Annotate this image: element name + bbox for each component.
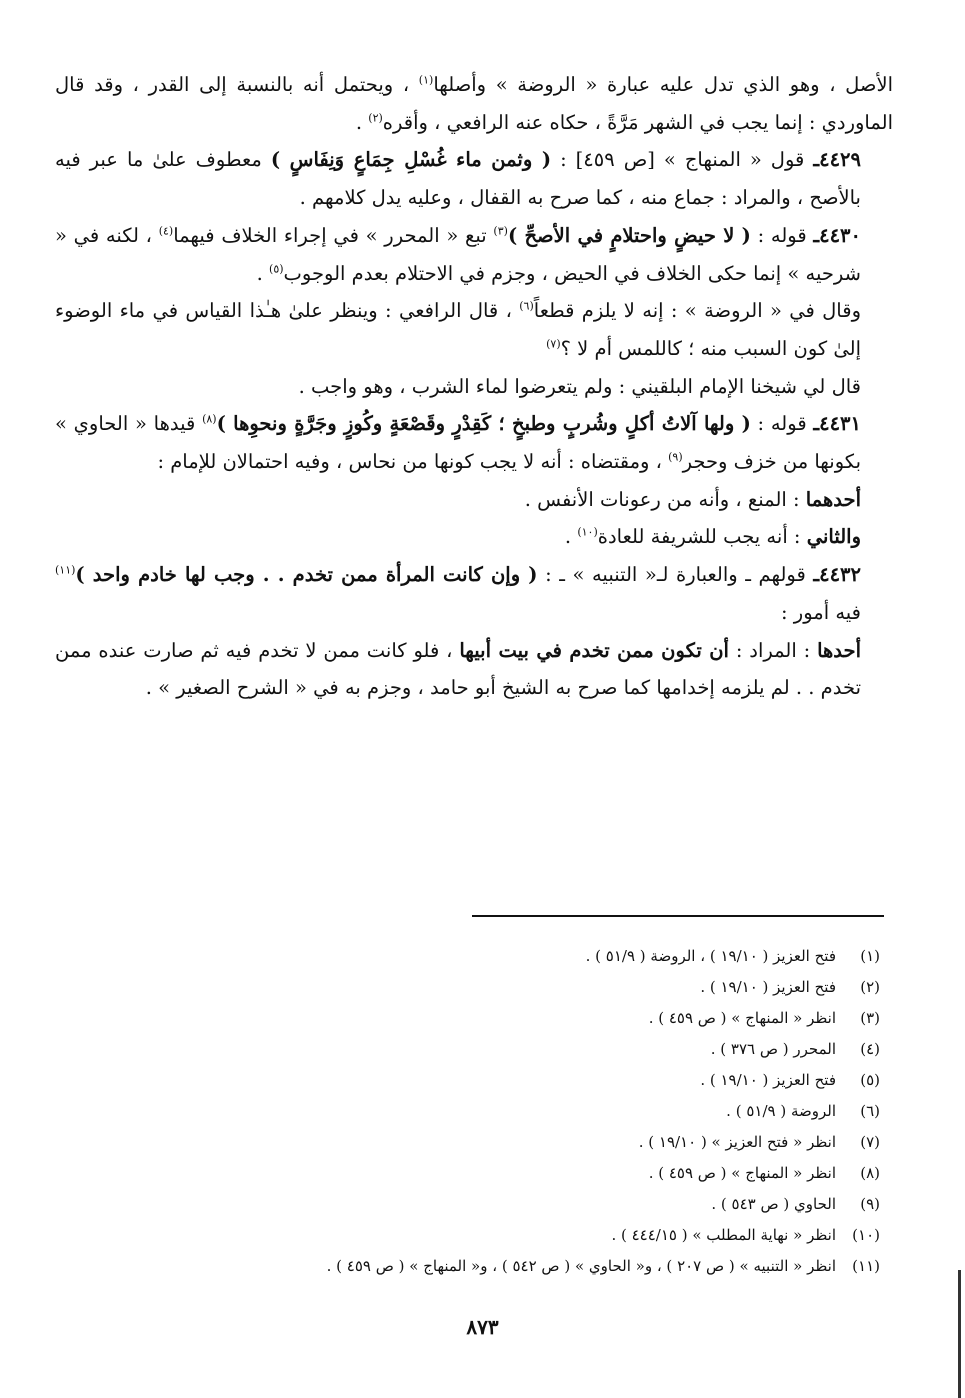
quoted-text: ( وثمن ماء غُسْلِ جِمَاعٍ وَنِفَاسٍ ) xyxy=(270,148,552,172)
footnote-item xyxy=(90,1034,880,1065)
footnote-item xyxy=(90,1251,880,1282)
option-second xyxy=(55,518,893,556)
text-run: . xyxy=(355,110,369,134)
text-run: قولهم ـ والعبارة لـ« التنبيه » ـ : xyxy=(537,563,814,587)
quoted-text: ( وإن كانت المرأة ممن تخدم . . وجب لها خادم واحد ) xyxy=(75,563,538,587)
footnote-number: (١١) xyxy=(852,1257,880,1275)
footnote-item xyxy=(90,1158,880,1189)
footnote-text: الروضة ( ٥١/٩ ) . xyxy=(726,1102,836,1120)
quoted-text: ( ولها آلاتُ أكلٍ وشُربٍ وطبخٍ ؛ كَقِدْرٍ وقَصْعَةٍ وكُوزٍ وجَرَّةٍ ونحوِها ) xyxy=(216,412,751,436)
text-run: الأصل ، وهو الذي تدل عليه عبارة « الروضة » وأصلها xyxy=(433,73,893,96)
footnote-ref[interactable]: (٩) xyxy=(668,450,683,464)
paragraph-continuation xyxy=(55,66,893,141)
footnote-ref[interactable]: (٨) xyxy=(202,412,217,426)
footnote-ref[interactable]: (١٠) xyxy=(577,525,598,539)
footnote-ref[interactable]: (١) xyxy=(418,73,434,87)
paragraph-bulqini: قال لي شيخنا الإمام البلقيني : ولم يتعرضوا لماء الشرب ، وهو واجب . xyxy=(298,374,861,398)
footnote-number: (٤) xyxy=(860,1040,880,1058)
footnote-ref[interactable]: (٧) xyxy=(546,337,561,351)
footnote-number: (١) xyxy=(860,947,880,965)
footnote-number: (٦) xyxy=(860,1102,880,1120)
text-run: قول « المنهاج » [ص ٤٥٩] : xyxy=(551,148,814,172)
text-run: ، فلو كانت ممن لا تخدم فيه ثم صارت عنده ممن تخدم . . لم يلزمه إخدامها كما صرح به الشيخ أبو حامد ، وجزم به في « الشرح الصغير » . xyxy=(55,638,861,700)
text-run: ، ويحتمل أنه بالنسبة إلى القدر ، وقد قال الماوردي : إنما يجب في الشهر مَرَّةً ، حكاه عنه الرافعي ، وأقره xyxy=(55,73,893,134)
footnote-ref[interactable]: (٢) xyxy=(368,111,383,125)
text-run: . xyxy=(564,525,578,549)
issue-number: ٤٤٢٩ـ xyxy=(813,148,861,172)
text-run: ، لكنه في « شرحيه » إنما حكى الخلاف في الحيض ، وجزم في الاحتلام بعدم الوجوب xyxy=(55,223,861,285)
footnote-item xyxy=(90,941,880,972)
footnote-number: (١٠) xyxy=(852,1226,880,1244)
text-run: : أنه يجب للشريفة للعادة xyxy=(597,525,807,549)
text-run: : المراد : xyxy=(728,638,818,662)
footnote-ref[interactable]: (١١) xyxy=(55,563,76,577)
text-run: . xyxy=(256,261,270,285)
issue-4432 xyxy=(55,556,893,631)
footnote-item xyxy=(90,1127,880,1158)
footnote-text: انظر « التنبيه » ( ص ٢٠٧ ) ، و« الحاوي » ( ص ٥٤٢ ) ، و« المنهاج » ( ص ٤٥٩ ) . xyxy=(326,1257,836,1275)
footnote-number: (٢) xyxy=(860,978,880,996)
footnote-item xyxy=(90,1096,880,1127)
text-run: وقال في « الروضة » : إنه لا يلزم قطعاً xyxy=(533,299,861,323)
footnote-text: انظر « فتح العزيز » ( ١٩/١٠ ) . xyxy=(638,1133,836,1151)
text-run: ، قال الرافعي : وينظر علىٰ هـٰذا القياس في ماء الوضوء إلىٰ كون السبب منه ؛ كاللمس أم لا ؟ xyxy=(55,299,861,360)
option-lead: والثاني xyxy=(806,525,861,549)
issue-number: ٤٤٣٠ـ xyxy=(813,223,861,247)
text-run: قيدها « الحاوي » بكونها من خزف وحجر xyxy=(55,412,861,474)
text-run: قوله : xyxy=(750,223,814,247)
option-lead: أحدها xyxy=(817,638,861,662)
footnote-text: انظر « المنهاج » ( ص ٤٥٩ ) . xyxy=(648,1164,836,1182)
footnote-text: انظر « نهاية المطلب » ( ٤٤٤/١٥ ) . xyxy=(611,1226,836,1244)
footnote-number: (٣) xyxy=(860,1009,880,1027)
issue-number: ٤٤٣٢ـ xyxy=(813,563,862,587)
issue-4429 xyxy=(55,141,893,216)
footnote-item xyxy=(90,1003,880,1034)
issue-number: ٤٤٣١ـ xyxy=(813,412,861,436)
footnote-number: (٥) xyxy=(860,1071,880,1089)
issue-4431 xyxy=(55,405,893,480)
text-run: قوله : xyxy=(750,412,814,436)
footnote-text: المحرر ( ص ٣٧٦ ) . xyxy=(710,1040,836,1058)
text-run: فيه أمور : xyxy=(781,600,861,624)
footnote-number: (٧) xyxy=(860,1133,880,1151)
footnote-text: فتح العزيز ( ١٩/١٠ ) ، الروضة ( ٥١/٩ ) . xyxy=(585,947,836,965)
option-lead: أحدهما xyxy=(805,487,861,511)
footnote-item xyxy=(90,1065,880,1096)
emphasis-text: أن تكون ممن تخدم في بيت أبيها xyxy=(459,638,729,662)
matter-first xyxy=(55,632,893,707)
text-run: تبع « المحرر » في إجراء الخلاف فيهما xyxy=(173,223,494,247)
option-first xyxy=(55,481,893,519)
footnote-ref[interactable]: (٣) xyxy=(493,224,508,238)
quoted-text: ( لا حيضٍ واحتلامٍ في الأصحِّ ) xyxy=(507,223,751,247)
footnote-item xyxy=(90,972,880,1003)
issue-4430 xyxy=(55,217,893,292)
footnote-ref[interactable]: (٤) xyxy=(158,224,174,238)
page-edge-shadow xyxy=(958,1270,961,1398)
text-run: ، ومقتضاه : أنه لا يجب كونها من نحاس ، وفيه احتمالان للإمام : xyxy=(157,450,669,474)
footnote-text: الحاوي ( ص ٥٤٣ ) . xyxy=(711,1195,836,1213)
page-number: ٨٧٣ xyxy=(466,1315,499,1339)
footnotes xyxy=(90,941,880,1282)
footnote-item xyxy=(90,1220,880,1251)
footnote-text: انظر « المنهاج » ( ص ٤٥٩ ) . xyxy=(648,1009,836,1027)
text-run: معطوف علىٰ ما عبر فيه بالأصح ، والمراد : جماع منه ، كما صرح به القفال ، وعليه يدل كلامهم . xyxy=(55,148,861,210)
text-run: : المنع ، وأنه من رعونات الأنفس . xyxy=(524,487,806,511)
footnote-ref[interactable]: (٥) xyxy=(269,262,284,276)
footnote-item xyxy=(90,1189,880,1220)
footnote-number: (٨) xyxy=(860,1164,880,1182)
footnote-text: فتح العزيز ( ١٩/١٠ ) . xyxy=(700,1071,836,1089)
main-text xyxy=(55,66,893,707)
footnote-number: (٩) xyxy=(860,1195,880,1213)
footnote-text: فتح العزيز ( ١٩/١٠ ) . xyxy=(700,978,836,996)
footnote-divider xyxy=(472,915,884,917)
paragraph-rawda xyxy=(55,292,893,367)
footnote-ref[interactable]: (٦) xyxy=(519,299,534,313)
